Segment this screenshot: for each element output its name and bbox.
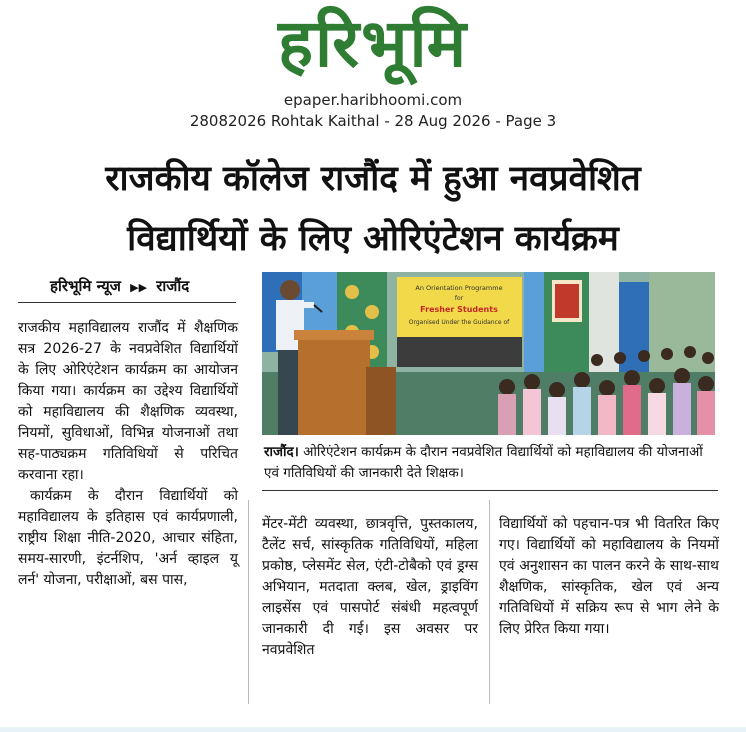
column-2-paragraph: मेंटर-मेंटी व्यवस्था, छात्रवृत्ति, पुस्तकालय, टैलेंट सर्च, सांस्कृतिक गतिविधियों, महिला प्रकोष्ठ, प्लेसमेंट सेल, एंटी-टोबैको एवं ड्रग्स अभियान, मतदाता क्लब, खेल, ड्राइविंग लाइसेंस एवं पासपोर्ट संबंधी महत्वपूर्ण जानकारी दी गई। इस अवसर पर नवप्रवेशित (262, 516, 478, 658)
byline-place: राजौंद (156, 277, 190, 295)
epaper-url[interactable]: epaper.haribhoomi.com (283, 91, 463, 109)
column-1-paragraph-1: राजकीय महाविद्यालय राजौंद में शैक्षणिक सत्र 2026-27 के नवप्रवेशित विद्यार्थियों के लिए ओरिएंटेशन कार्यक्रम का आयोजन किया गया। कार्यक्रम का उद्देश्य विद्यार्थियों को महाविद्यालय की शैक्षणिक व्यवस्था, नियमों, सुविधाओं, विभिन्न योजनाओं तथा सह-पाठ्यक्रम गतिविधियों से परिचित करवाना रहा। (18, 320, 238, 483)
newspaper-logo: हरिभूमि (277, 5, 469, 82)
banner-text-2: for (454, 295, 464, 302)
bottom-band (0, 727, 746, 732)
banner-text-3: Fresher Students (420, 305, 498, 314)
byline-arrows-icon: ▶▶ (130, 281, 148, 294)
caption-text: ओरिएंटेशन कार्यक्रम के दौरान नवप्रवेशित विद्यार्थियों को महाविद्यालय की योजनाओं एवं गतिविधियों की जानकारी देते शिक्षक। (264, 444, 703, 481)
banner-text-4: Organised Under the Guidance of (408, 319, 510, 326)
column-divider-2 (489, 500, 490, 704)
photo-caption (264, 442, 718, 484)
caption-divider (262, 490, 718, 491)
column-1-paragraph-2: कार्यक्रम के दौरान विद्यार्थियों को महाविद्यालय के इतिहास एवं कार्यप्रणाली, राष्ट्रीय शिक्षा नीति-2020, आचार संहिता, समय-सारणी, इंटर्नशिप, 'अर्न व्हाइल यू लर्न' योजना, परीक्षाओं, बस पास, (18, 488, 238, 588)
byline-source: हरिभूमि न्यूज (50, 277, 121, 295)
edition-info: 28082026 Rohtak Kaithal - 28 Aug 2026 - Page 3 (189, 112, 557, 130)
article-column-3 (499, 514, 719, 640)
headline-line-2: विद्यार्थियों के लिए ओरिएंटेशन कार्यक्रम (127, 219, 619, 259)
masthead (0, 0, 746, 88)
headline-line-1: राजकीय कॉलेज राजौंद में हुआ नवप्रवेशित (105, 159, 641, 199)
caption-place: राजौंद। (264, 444, 299, 460)
article-photo (262, 272, 715, 435)
column-3-paragraph: विद्यार्थियों को पहचान-पत्र भी वितरित किए गए। विद्यार्थियों को महाविद्यालय के नियमों एवं अनुशासन का पालन करने के साथ-साथ शैक्षणिक, सांस्कृतिक, खेल एवं अन्य गतिविधियों में सक्रिय रूप से भाग लेने के लिए प्रेरित किया गया। (499, 516, 719, 637)
byline-divider (18, 302, 236, 303)
article-column-2 (262, 514, 478, 661)
byline (50, 276, 189, 296)
banner-text-1: An Orientation Programme (415, 284, 503, 292)
article-column-1 (18, 318, 238, 591)
column-divider-1 (248, 500, 249, 704)
